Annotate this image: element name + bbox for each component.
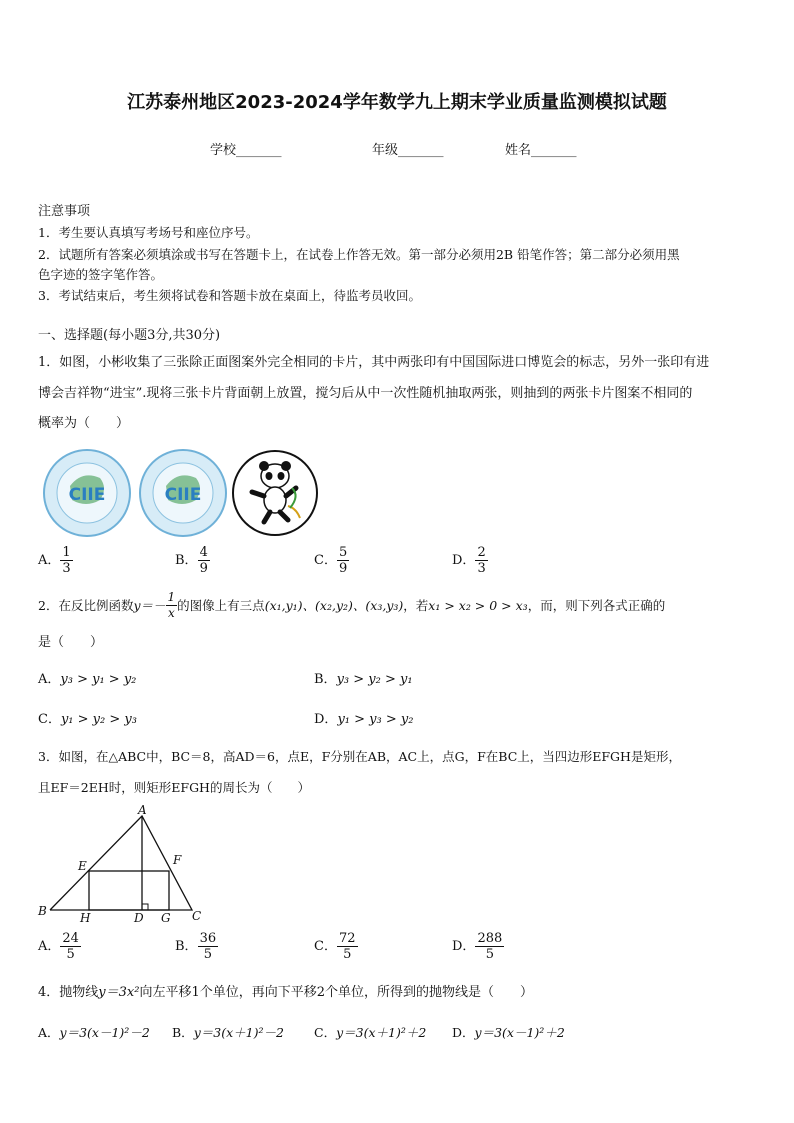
q2-option-d[interactable]: D．y₁ > y₃ > y₂ [314, 712, 414, 727]
q3-option-a-label[interactable]: A． [38, 938, 61, 954]
q3-option-c-fraction[interactable]: $\frac{72}{5}$ [338, 931, 356, 962]
q3-option-d-fraction[interactable]: $\frac{288}{5}$ [477, 931, 503, 962]
q1-option-a-fraction[interactable]: $\frac{1}{3}$ [62, 545, 71, 576]
q4-option-d[interactable]: D．y＝3(x－1)²＋2 [452, 1025, 565, 1040]
ciie-logo-card [42, 448, 132, 538]
q2-option-a[interactable]: A．y₃ > y₁ > y₂ [38, 672, 137, 687]
q1-option-d-label[interactable]: D． [452, 552, 476, 568]
q2-option-b[interactable]: B．y₃ > y₂ > y₁ [314, 672, 413, 687]
q3-stem-line: 且EF＝2EH时，则矩形EFGH的周长为（ ） [38, 780, 310, 795]
q1-option-b-fraction[interactable]: $\frac{4}{9}$ [199, 545, 208, 576]
label-b: B [38, 904, 47, 918]
q1-option-d-fraction[interactable]: $\frac{2}{3}$ [477, 545, 486, 576]
q1-option-c-label[interactable]: C． [314, 552, 337, 568]
ciie-logo-card [138, 448, 228, 538]
q1-option-c-fraction[interactable]: $\frac{5}{9}$ [338, 545, 348, 576]
notice-item: 色字迹的签字笔作答。 [38, 267, 164, 282]
notice-item: 1．考生要认真填写考场号和座位序号。 [38, 225, 259, 240]
notice-heading: 注意事项 [38, 204, 91, 219]
q3-option-c-label[interactable]: C． [314, 938, 337, 954]
label-c: C [192, 909, 202, 923]
q3-option-b-label[interactable]: B． [175, 938, 198, 954]
ciie-logo-text: CIIE [68, 485, 106, 505]
grade-field[interactable]: 年级_______ [372, 143, 444, 158]
name-field[interactable]: 姓名_______ [505, 143, 577, 158]
q1-stem-line: 1．如图，小彬收集了三张除正面图案外完全相同的卡片，其中两张印有中国国际进口博览会的标志，另外一张印有进 [38, 355, 710, 370]
label-h: H [80, 911, 91, 925]
triangle-rectangle-figure [34, 800, 214, 930]
q1-stem-line: 博会吉祥物“进宝”.现将三张卡片背面朝上放置，搅匀后从中一次性随机抽取两张，则抽到的两张卡片图案不相同的 [38, 386, 693, 401]
q3-option-b-fraction[interactable]: $\frac{36}{5}$ [199, 931, 217, 962]
q4-option-c[interactable]: C．y＝3(x＋1)²＋2 [314, 1025, 427, 1040]
q4-stem: 4．抛物线y＝3x²向左平移1个单位，再向下平移2个单位，所得到的抛物线是（ ） [38, 985, 533, 1000]
notice-item: 2．试题所有答案必须填涂或书写在答题卡上，在试卷上作答无效。第一部分必须用2B 铅笔作答；第二部分必须用黑 [38, 247, 680, 262]
q1-option-b-label[interactable]: B． [175, 552, 198, 568]
ciie-logo-text: CIIE [164, 485, 202, 505]
q4-option-a[interactable]: A．y＝3(x－1)²－2 [38, 1025, 150, 1040]
panda-mascot-card [230, 448, 320, 538]
q3-stem-line: 3．如图，在△ABC中，BC＝8，高AD＝6，点E，F分别在AB，AC上，点G，F在BC上，当四边形EFGH是矩形， [38, 749, 681, 764]
label-g: G [161, 911, 171, 925]
label-d: D [134, 911, 144, 925]
q1-option-a-label[interactable]: A． [38, 552, 61, 568]
notice-item: 3．考试结束后，考生须将试卷和答题卡放在桌面上，待监考员收回。 [38, 288, 421, 303]
q4-option-b[interactable]: B．y＝3(x＋1)²－2 [172, 1025, 284, 1040]
label-f: F [173, 853, 182, 867]
q3-option-d-label[interactable]: D． [452, 938, 476, 954]
q3-option-a-fraction[interactable]: $\frac{24}{5}$ [62, 931, 79, 962]
label-a: A [138, 803, 147, 817]
section-heading: 一、选择题(每小题3分,共30分) [38, 328, 221, 343]
q2-stem-line2: 是（ ） [38, 635, 104, 650]
q2-option-c[interactable]: C．y₁ > y₂ > y₃ [38, 712, 137, 727]
q1-stem-line: 概率为（ ） [38, 416, 130, 431]
label-e: E [78, 859, 87, 873]
exam-title: 江苏泰州地区2023-2024学年数学九上期末学业质量监测模拟试题 [127, 92, 667, 113]
q2-stem: 2．在反比例函数 y＝－ $\frac{1}{x}$ 的图像上有三点 (x₁,y₁)、(x₂,y₂)、(x₃,y₃) ，若 x₁ > x₂ > 0 > x₃ ，而，则下列各式正确的 [38, 590, 666, 620]
school-field[interactable]: 学校_______ [210, 143, 282, 158]
